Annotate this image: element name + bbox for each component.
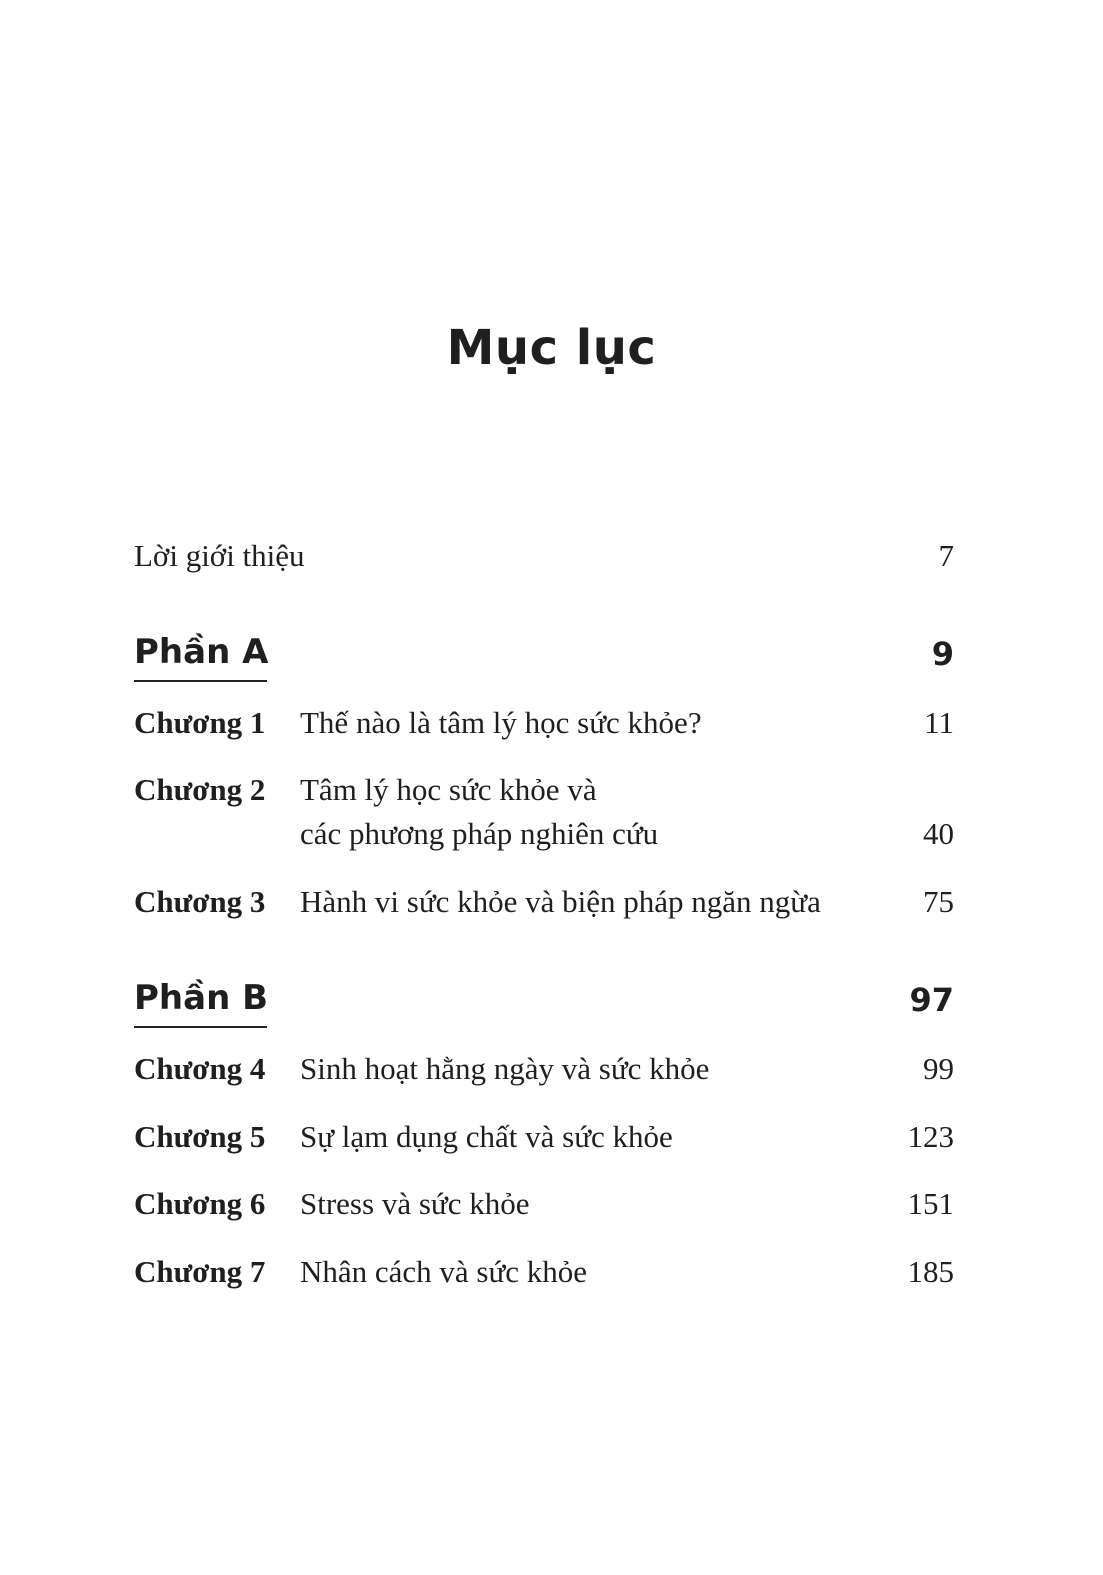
part-a-heading[interactable]: Phần A [134, 632, 269, 672]
chapter-7-title[interactable] [300, 1250, 880, 1294]
chapter-3-page: 75 [923, 884, 954, 919]
part-b-underline [134, 1026, 267, 1028]
part-b-heading[interactable]: Phần B [134, 978, 269, 1018]
part-b-page: 97 [909, 981, 954, 1019]
chapter-2-label[interactable]: Chương 2 [134, 772, 266, 807]
chapter-5-page: 123 [907, 1119, 954, 1154]
toc-intro-label[interactable]: Lời giới thiệu [134, 538, 305, 573]
chapter-7-label[interactable]: Chương 7 [134, 1254, 266, 1289]
chapter-2-page: 40 [923, 816, 954, 851]
chapter-4-title-line: Sinh hoạt hằng ngày và sức khỏe [300, 1051, 710, 1086]
chapter-6-title[interactable] [300, 1182, 880, 1226]
chapter-4-page: 99 [923, 1051, 954, 1086]
chapter-5-title-line: Sự lạm dụng chất và sức khỏe [300, 1119, 673, 1154]
part-a-page: 9 [931, 635, 954, 673]
page-title: Mục lục [446, 320, 657, 376]
chapter-5-title[interactable] [300, 1115, 880, 1159]
chapter-1-page: 11 [924, 705, 954, 740]
chapter-1-title-line: Thế nào là tâm lý học sức khỏe? [300, 705, 702, 740]
part-a-underline [134, 680, 267, 682]
chapter-6-page: 151 [907, 1186, 954, 1221]
chapter-4-label[interactable]: Chương 4 [134, 1051, 266, 1086]
chapter-7-page: 185 [907, 1254, 954, 1289]
chapter-1-label[interactable]: Chương 1 [134, 705, 266, 740]
chapter-1-title[interactable] [300, 701, 880, 745]
chapter-6-title-line: Stress và sức khỏe [300, 1186, 530, 1221]
chapter-6-label[interactable]: Chương 6 [134, 1186, 266, 1221]
chapter-4-title[interactable] [300, 1047, 880, 1091]
chapter-3-label[interactable]: Chương 3 [134, 884, 266, 919]
chapter-3-title-line: Hành vi sức khỏe và biện pháp ngăn ngừa [300, 884, 821, 919]
chapter-2-title-line-1: Tâm lý học sức khỏe và [300, 772, 597, 807]
chapter-5-label[interactable]: Chương 5 [134, 1119, 266, 1154]
chapter-3-title[interactable] [300, 880, 880, 924]
chapter-2-title-line-2: các phương pháp nghiên cứu [300, 816, 659, 851]
toc-intro-page: 7 [938, 538, 954, 573]
chapter-7-title-line: Nhân cách và sức khỏe [300, 1254, 588, 1289]
chapter-2-title[interactable] [300, 768, 880, 856]
